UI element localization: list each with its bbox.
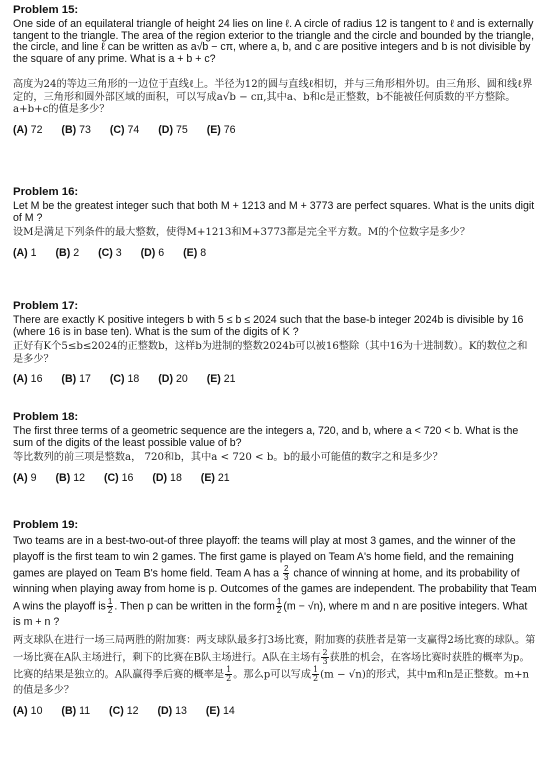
choice-a[interactable]: (A) 16 bbox=[13, 373, 43, 385]
fraction: $\frac{1}{2}$ bbox=[313, 664, 319, 683]
choice-a[interactable]: (A) 10 bbox=[13, 705, 43, 717]
problem-17 bbox=[13, 300, 537, 386]
choice-b[interactable]: (B) 17 bbox=[61, 373, 91, 385]
choice-c[interactable]: (C) 16 bbox=[103, 471, 134, 484]
fraction: $\frac{2}{3}$ bbox=[322, 647, 328, 666]
fraction: $\frac{1}{2}$ bbox=[276, 596, 282, 615]
problem-title: Problem 17: bbox=[13, 300, 79, 312]
answer-choices bbox=[13, 374, 537, 386]
choice-e[interactable]: (E) 76 bbox=[206, 123, 236, 136]
problem-16 bbox=[13, 186, 537, 259]
answer-choices bbox=[13, 706, 537, 718]
choice-e[interactable]: (E) 21 bbox=[206, 373, 236, 385]
problem-19 bbox=[13, 519, 537, 718]
problem-text-en: Two teams are in a best-two-out-of three playoff: the teams will play at most 3 games, and the winner of the playoff is the first team to win 2 games. The first game is played on Team A's home field, and the remaining games are played on Team B's home field. Team A has a $\frac{2}{3}$ chance of winning at home, and its probability of winning when playing away from home is p. Outcomes of the games are independent. The probability that Team A wins the playoff is $\frac{1}{2}$ . Then p can be written in the form $\frac{1}{2}$ (m − √n), where m and n are positive integers. What is m + n ? bbox=[13, 535, 537, 628]
choice-c[interactable]: (C) 18 bbox=[109, 373, 140, 385]
answer-choices bbox=[13, 473, 537, 485]
choice-e[interactable]: (E) 21 bbox=[200, 471, 230, 484]
answer-choices bbox=[13, 248, 537, 260]
problem-title: Problem 16: bbox=[13, 186, 79, 198]
choice-d[interactable]: (D) 75 bbox=[158, 123, 188, 136]
problem-text-zh: 高度为24的等边三角形的一边位于直线ℓ上。半径为12的圆与直线ℓ相切，并与三角形相外切。由三角形、圆和线ℓ界定的，三角形和圆外部区域的面积，可以写成a√b − cπ,其中a、b和c是正整数，b不能被任何质数的平方整除。a+b+c的值是多少？ bbox=[13, 79, 533, 116]
choice-b[interactable]: (B) 73 bbox=[61, 123, 91, 136]
choice-c[interactable]: (C) 3 bbox=[98, 246, 122, 259]
problem-text-zh: 设M是满足下列条件的最大整数，使得M+1213和M+3773都是完全平方数。M的个位数字是多少？ bbox=[13, 227, 471, 239]
fraction: $\frac{1}{2}$ bbox=[107, 596, 113, 615]
choice-d[interactable]: (D) 13 bbox=[157, 705, 187, 717]
answer-choices bbox=[13, 125, 537, 137]
problem-text-zh: 等比数列的前三项是整数a， 720和b，其中a < 720 < b。b的最小可能值的数字之和是多少？ bbox=[13, 452, 443, 464]
problem-title: Problem 15: bbox=[13, 4, 79, 16]
problem-15 bbox=[13, 4, 537, 136]
choice-d[interactable]: (D) 20 bbox=[158, 373, 188, 385]
choice-d[interactable]: (D) 18 bbox=[152, 471, 182, 484]
choice-e[interactable]: (E) 8 bbox=[183, 246, 207, 259]
choice-d[interactable]: (D) 6 bbox=[140, 246, 165, 259]
choice-a[interactable]: (A) 1 bbox=[13, 246, 37, 259]
choice-b[interactable]: (B) 11 bbox=[61, 705, 91, 717]
problem-text-en: The first three terms of a geometric sequence are the integers a, 720, and b, where a < 720 < b. What is the sum of the digits of the least possible value of b? bbox=[13, 425, 519, 449]
choice-a[interactable]: (A) 9 bbox=[13, 471, 37, 484]
choice-b[interactable]: (B) 12 bbox=[55, 471, 85, 484]
problem-title: Problem 19: bbox=[13, 519, 79, 531]
problem-18 bbox=[13, 411, 537, 484]
choice-a[interactable]: (A) 72 bbox=[13, 123, 43, 136]
fraction: $\frac{2}{3}$ bbox=[284, 564, 289, 582]
problem-title: Problem 18: bbox=[13, 411, 79, 423]
problem-text-en: One side of an equilateral triangle of height 24 lies on line ℓ. A circle of radius 12 is tangent to ℓ and is externally tangent to the triangle. The area of the region exterior to the triangle and the circle and bounded by the triangle, the circle, and line ℓ can be written as a√b − cπ, where a, b, and c are positive integers and b is not divisible by the square of any prime. What is a + b + c? bbox=[13, 18, 535, 65]
problem-text-en: There are exactly K positive integers b with 5 ≤ b ≤ 2024 such that the base-b integer 2024b is divisible by 16 (where 16 is in base ten). What is the sum of the digits of K ? bbox=[13, 314, 524, 338]
problem-text-zh: 正好有K个5≤b≤2024的正整数b，这样b为进制的整数2024b可以被16整除（其中16为十进制数）。K的数位之和是多少？ bbox=[13, 341, 528, 365]
problem-text-en: Let M be the greatest integer such that both M + 1213 and M + 3773 are perfect squares. What is the units digit of M ? bbox=[13, 200, 535, 224]
fraction: $\frac{1}{2}$ bbox=[226, 664, 232, 683]
choice-c[interactable]: (C) 12 bbox=[109, 705, 139, 717]
choice-b[interactable]: (B) 2 bbox=[55, 246, 80, 259]
problem-text-zh: 两支球队在进行一场三局两胜的附加赛：两支球队最多打3场比赛，附加赛的获胜者是第一支赢得2场比赛的球队。第一场比赛在A队主场进行，剩下的比赛在B队主场进行。A队在主场有 $\frac{2}{3}$ 获胜的机会，在客场比赛时获胜的概率为p。比赛的结果是独立的。A队赢得季后赛的概率是 $\frac{1}{2}$ 。那么p可以写成 $\frac{1}{2}$ (m − √n)的形式，其中m和n是正整数。m+n的值是多少？ bbox=[13, 635, 536, 696]
choice-e[interactable]: (E) 14 bbox=[205, 705, 235, 717]
choice-c[interactable]: (C) 74 bbox=[109, 123, 140, 136]
